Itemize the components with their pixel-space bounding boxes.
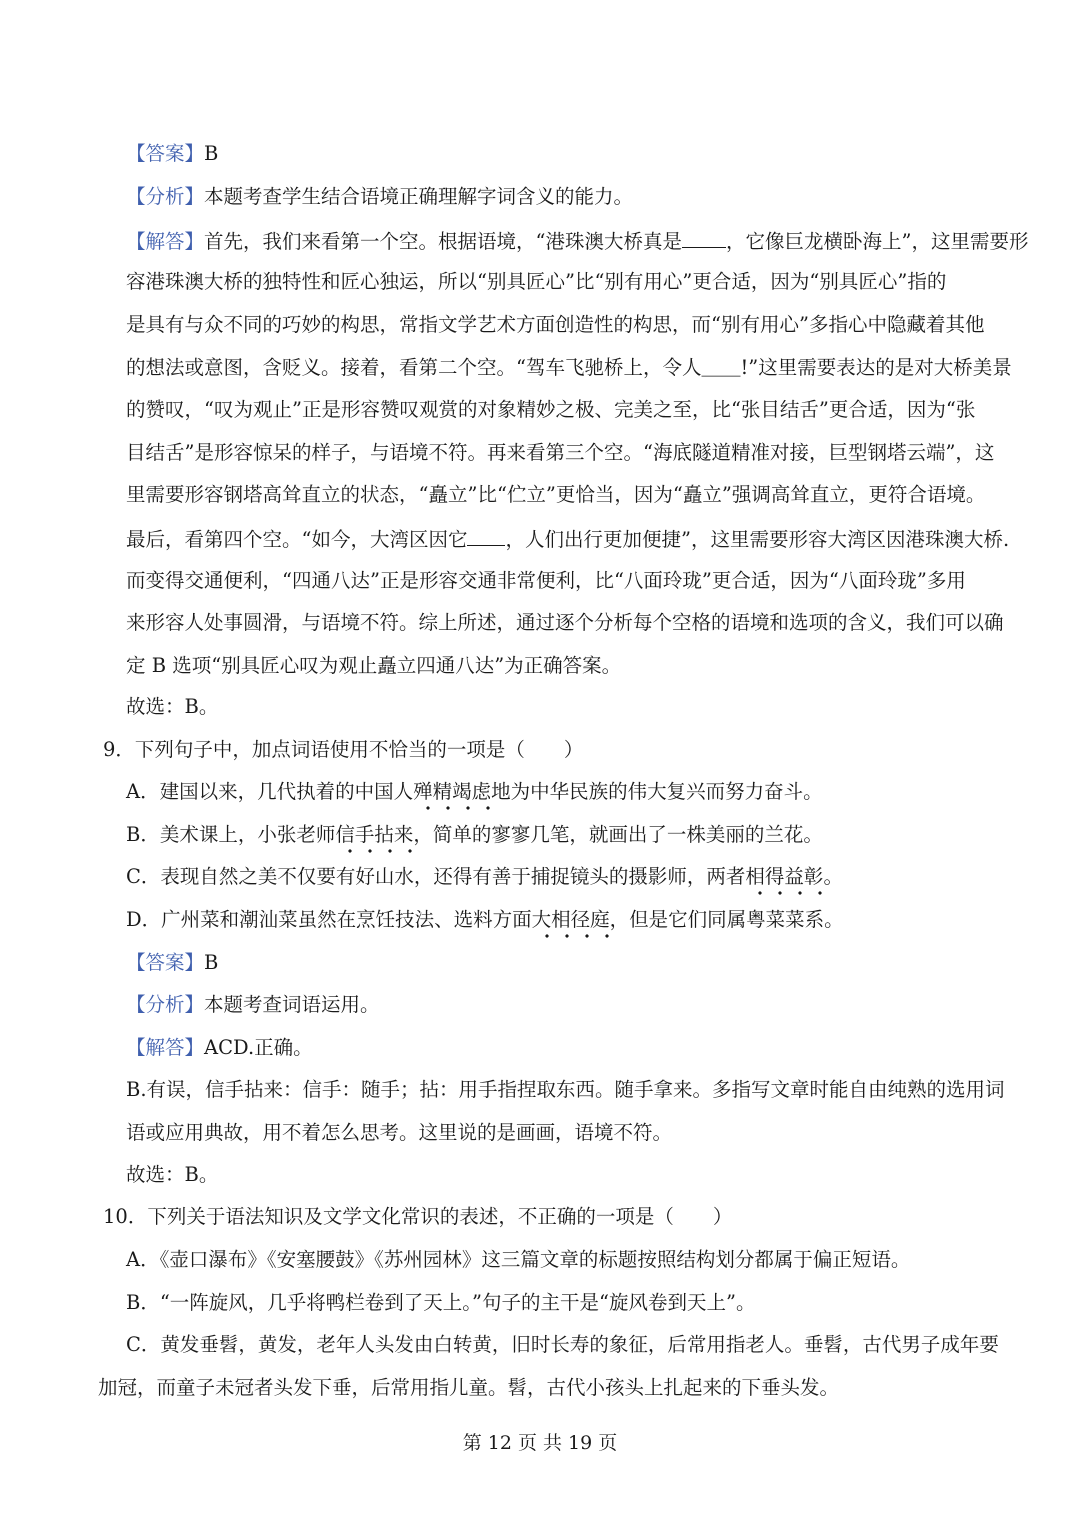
fill-blank (682, 227, 726, 248)
option-text: 地为中华民族的伟大复兴而努力奋斗。 (491, 780, 823, 803)
q8-solution-line-1 (126, 227, 1080, 255)
q10-option-a: A．《壶口瀑布》《安塞腰鼓》《苏州园林》这三篇文章的标题按照结构划分都属于偏正短语。 (126, 1248, 911, 1271)
q8-conclusion: 故选：B。 (126, 695, 219, 718)
option-text: A．建国以来，几代执着的中国人 (126, 780, 414, 803)
analysis-tag: 【分析】 (126, 993, 205, 1016)
solution-tag: 【解答】 (126, 1036, 205, 1059)
solution-text: 最后，看第四个空。“如今，大湾区因它 (126, 528, 468, 551)
q8-solution-line-10: 来形容人处事圆滑，与语境不符。综上所述，通过逐个分析每个空格的语境和选项的含义，我们可以确 (126, 611, 1004, 634)
q8-solution-line-2: 容港珠澳大桥的独特性和匠心独运，所以“别具匠心”比“别有用心”更合适，因为“别具匠心”指的 (126, 270, 947, 293)
dotted-word: 大相径庭 (531, 908, 610, 931)
fill-blank (467, 525, 505, 546)
solution-text: ，它像巨龙横卧海上”，这里需要形 (726, 230, 1029, 253)
answer-value: B (204, 951, 219, 974)
q9-option-d (126, 907, 1080, 933)
q10-option-c-line-2: 加冠，而童子未冠者头发下垂，后常用指儿童。髫，古代小孩头上扎起来的下垂头发。 (98, 1376, 840, 1399)
dotted-word: 相得益彰 (745, 865, 824, 888)
q10-option-c-line-1: C．黄发垂髫，黄发，老年人头发由白转黄，旧时长寿的象征，后常用指老人。垂髫，古代男子成年要 (126, 1333, 999, 1356)
q8-solution-line-11: 定 B 选项“别具匠心叹为观止矗立四通八达”为正确答案。 (126, 654, 622, 677)
solution-text: ACD.正确。 (204, 1036, 313, 1059)
q9-stem: 9．下列句子中，加点词语使用不恰当的一项是（ ） (103, 738, 584, 761)
answer-value: B (204, 142, 219, 165)
solution-text: ，人们出行更加便捷”，这里需要形容大湾区因港珠澳大桥. (505, 528, 1010, 551)
q9-answer-line (126, 950, 1080, 976)
analysis-text: 本题考查词语运用。 (204, 993, 380, 1016)
q9-solution-line (126, 1035, 1080, 1061)
page-number-footer: 第 12 页 共 19 页 (462, 1432, 618, 1454)
q9-option-c (126, 864, 1080, 890)
q8-solution-line-3: 是具有与众不同的巧妙的构思，常指文学艺术方面创造性的构思，而“别有用心”多指心中隐藏着其他 (126, 313, 985, 336)
q9-explain-line-1: B.有误，信手拈来：信手：随手；拈：用手指捏取东西。随手拿来。多指写文章时能自由纯熟的选用词 (126, 1078, 1005, 1101)
q8-solution-line-8 (126, 525, 1080, 553)
dotted-word: 殚精竭虑 (413, 780, 492, 803)
q8-solution-line-9: 而变得交通便利，“四通八达”正是形容交通非常便利，比“八面玲珑”更合适，因为“八面玲珑”多用 (126, 569, 966, 592)
analysis-tag: 【分析】 (126, 185, 205, 208)
option-text: D．广州菜和潮汕菜虽然在烹饪技法、选料方面 (126, 908, 532, 931)
q8-solution-line-7: 里需要形容钢塔高耸直立的状态，“矗立”比“伫立”更恰当，因为“矗立”强调高耸直立，更符合语境。 (126, 483, 986, 506)
q9-analysis-line (126, 992, 1080, 1018)
analysis-text: 本题考查学生结合语境正确理解字词含义的能力。 (204, 185, 634, 208)
q8-solution-line-6: 目结舌”是形容惊呆的样子，与语境不符。再来看第三个空。“海底隧道精准对接，巨型钢塔云端”，这 (126, 441, 995, 464)
option-text: ，但是它们同属粤菜菜系。 (609, 908, 844, 931)
q10-option-b: B．“一阵旋风，几乎将鸭栏卷到了天上。”句子的主干是“旋风卷到天上”。 (126, 1291, 756, 1314)
dotted-word: 信手拈来 (335, 823, 414, 846)
q8-analysis-line (126, 184, 1080, 210)
option-text: 。 (823, 865, 843, 888)
q9-option-b (126, 822, 1080, 848)
q10-stem: 10．下列关于语法知识及文学文化常识的表述，不正确的一项是（ ） (103, 1205, 733, 1228)
solution-tag: 【解答】 (126, 230, 205, 253)
q9-explain-line-2: 语或应用典故，用不着怎么思考。这里说的是画画，语境不符。 (126, 1121, 673, 1144)
q8-solution-line-5: 的赞叹，“叹为观止”正是形容赞叹观赏的对象精妙之极、完美之至，比“张目结舌”更合适，因为“张 (126, 398, 976, 421)
answer-tag: 【答案】 (126, 951, 205, 974)
q9-option-a (126, 779, 1080, 805)
option-text: C．表现自然之美不仅要有好山水，还得有善于捕捉镜头的摄影师，两者 (126, 865, 746, 888)
q9-conclusion: 故选：B。 (126, 1163, 219, 1186)
answer-tag: 【答案】 (126, 142, 205, 165)
q8-answer-line (126, 141, 1080, 167)
option-text: ，简单的寥寥几笔，就画出了一株美丽的兰花。 (413, 823, 823, 846)
q8-solution-line-4: 的想法或意图，含贬义。接着，看第二个空。“驾车飞驰桥上，令人＿＿!”这里需要表达的是对大桥美景 (126, 356, 1012, 379)
option-text: B．美术课上，小张老师 (126, 823, 336, 846)
solution-text: 首先，我们来看第一个空。根据语境，“港珠澳大桥真是 (204, 230, 682, 253)
